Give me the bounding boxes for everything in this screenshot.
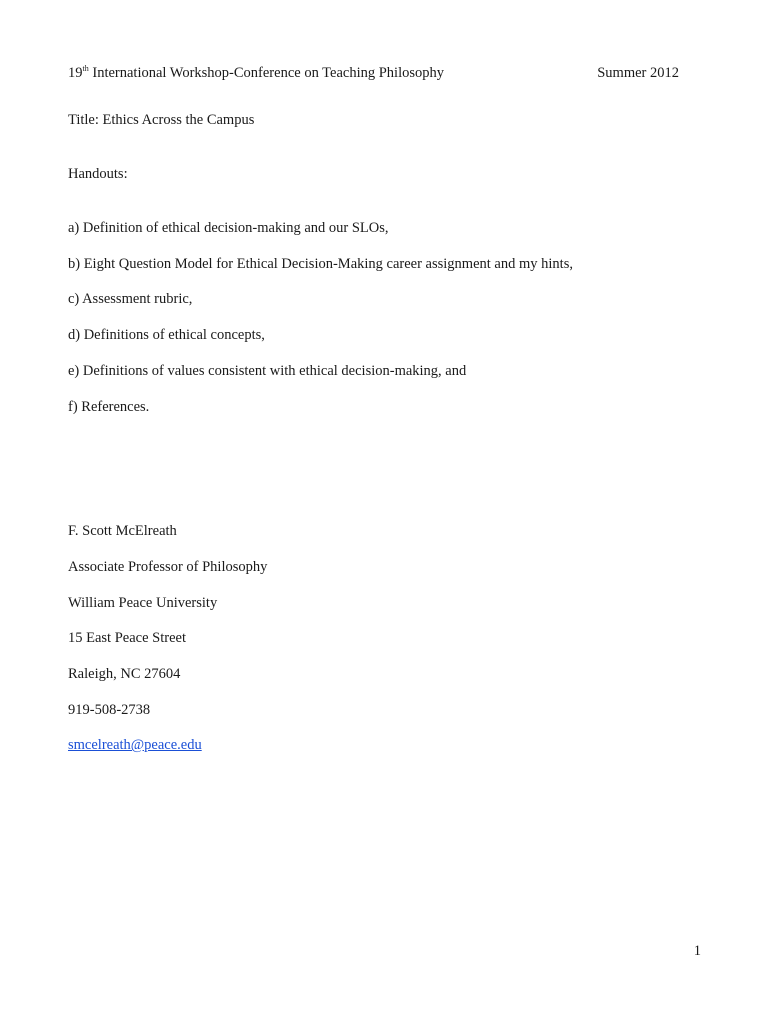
handout-item: f) References. bbox=[68, 399, 150, 415]
contact-city: Raleigh, NC 27604 bbox=[68, 666, 181, 682]
handout-item: e) Definitions of values consistent with ethical decision-making, and bbox=[68, 363, 467, 379]
conference-season: Summer 2012 bbox=[597, 65, 679, 81]
handout-item: d) Definitions of ethical concepts, bbox=[68, 327, 265, 343]
contact-email-link[interactable]: smcelreath@peace.edu bbox=[68, 737, 202, 753]
handouts-heading: Handouts: bbox=[68, 166, 128, 182]
handout-item: a) Definition of ethical decision-making and our SLOs, bbox=[68, 220, 389, 236]
handout-item: c) Assessment rubric, bbox=[68, 291, 193, 307]
contact-institution: William Peace University bbox=[68, 595, 218, 611]
page-number: 1 bbox=[693, 943, 701, 959]
handout-item: b) Eight Question Model for Ethical Decision-Making career assignment and my hints, bbox=[68, 256, 573, 272]
conference-ordinal-suffix: th bbox=[82, 64, 89, 73]
contact-position: Associate Professor of Philosophy bbox=[68, 559, 268, 575]
conference-header bbox=[68, 64, 444, 82]
conference-ordinal-number: 19 bbox=[68, 65, 83, 81]
conference-name: International Workshop-Conference on Teaching Philosophy bbox=[92, 65, 445, 81]
document-title: Title: Ethics Across the Campus bbox=[68, 112, 255, 128]
contact-phone: 919-508-2738 bbox=[68, 702, 151, 718]
contact-name: F. Scott McElreath bbox=[68, 523, 177, 539]
contact-street: 15 East Peace Street bbox=[68, 630, 186, 646]
